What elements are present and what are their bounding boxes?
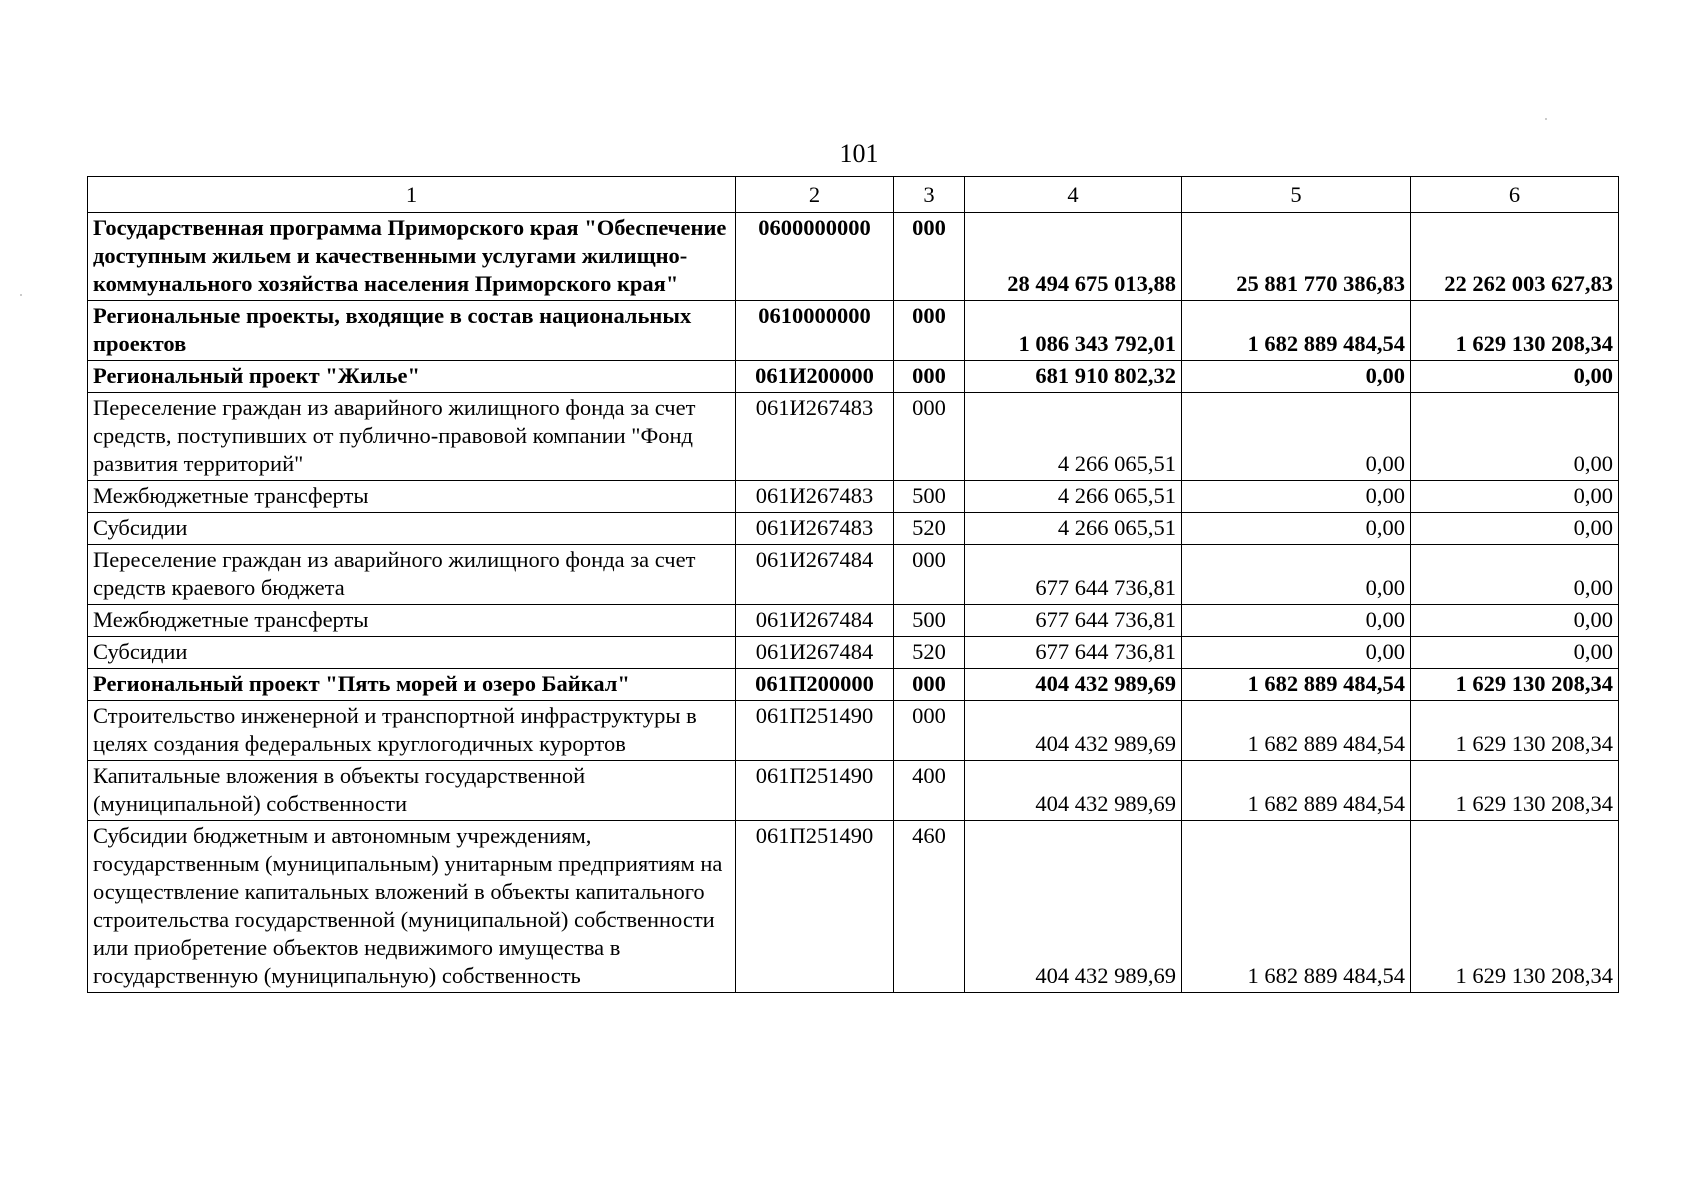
row-value-col4: 677 644 736,81 xyxy=(965,545,1182,605)
row-value-col5: 25 881 770 386,83 xyxy=(1182,213,1411,301)
row-value-col5: 0,00 xyxy=(1182,513,1411,545)
row-name-cell: Государственная программа Приморского края "Обеспечение доступным жильем и качественными услугами жилищно-коммунального хозяйства населения Приморского края" xyxy=(88,213,736,301)
row-type-cell: 520 xyxy=(894,637,965,669)
row-name-cell: Субсидии бюджетным и автономным учреждениям, государственным (муниципальным) унитарным предприятиям на осуществление капитальных вложений в объекты капитального строительства государственной (муниципальной) собственности или приобретение объектов недвижимого имущества в государственную (муниципальную) собственность xyxy=(88,821,736,993)
row-name-cell: Переселение граждан из аварийного жилищного фонда за счет средств краевого бюджета xyxy=(88,545,736,605)
table-row xyxy=(88,513,1619,545)
row-code-cell: 061П251490 xyxy=(736,761,894,821)
row-value-col6: 0,00 xyxy=(1411,637,1619,669)
row-code-cell: 061И267484 xyxy=(736,637,894,669)
table-row xyxy=(88,393,1619,481)
table-row xyxy=(88,669,1619,701)
row-value-col5: 1 682 889 484,54 xyxy=(1182,701,1411,761)
row-value-col4: 404 432 989,69 xyxy=(965,701,1182,761)
row-type-cell: 000 xyxy=(894,545,965,605)
row-value-col4: 4 266 065,51 xyxy=(965,481,1182,513)
row-code-cell: 061И267484 xyxy=(736,605,894,637)
table-row xyxy=(88,213,1619,301)
row-type-cell: 000 xyxy=(894,361,965,393)
row-type-cell: 000 xyxy=(894,301,965,361)
row-value-col6: 0,00 xyxy=(1411,545,1619,605)
table-row xyxy=(88,637,1619,669)
row-name-cell: Межбюджетные трансферты xyxy=(88,605,736,637)
row-name-cell: Региональные проекты, входящие в состав национальных проектов xyxy=(88,301,736,361)
table-row xyxy=(88,301,1619,361)
table-row xyxy=(88,761,1619,821)
row-value-col5: 0,00 xyxy=(1182,605,1411,637)
row-value-col5: 0,00 xyxy=(1182,481,1411,513)
row-value-col4: 404 432 989,69 xyxy=(965,761,1182,821)
row-name-cell: Переселение граждан из аварийного жилищного фонда за счет средств, поступивших от публично-правовой компании "Фонд развития территорий" xyxy=(88,393,736,481)
row-code-cell: 061П251490 xyxy=(736,701,894,761)
row-value-col5: 0,00 xyxy=(1182,545,1411,605)
row-name-cell: Региональный проект "Пять морей и озеро Байкал" xyxy=(88,669,736,701)
row-value-col6: 0,00 xyxy=(1411,513,1619,545)
row-value-col6: 1 629 130 208,34 xyxy=(1411,821,1619,993)
row-value-col4: 677 644 736,81 xyxy=(965,605,1182,637)
row-value-col6: 0,00 xyxy=(1411,481,1619,513)
row-value-col4: 404 432 989,69 xyxy=(965,821,1182,993)
row-value-col5: 1 682 889 484,54 xyxy=(1182,821,1411,993)
table-row xyxy=(88,481,1619,513)
row-type-cell: 000 xyxy=(894,213,965,301)
table-row xyxy=(88,821,1619,993)
row-value-col6: 1 629 130 208,34 xyxy=(1411,669,1619,701)
row-type-cell: 000 xyxy=(894,393,965,481)
scan-speck xyxy=(20,294,22,296)
row-value-col6: 0,00 xyxy=(1411,393,1619,481)
row-name-cell: Строительство инженерной и транспортной инфраструктуры в целях создания федеральных круглогодичных курортов xyxy=(88,701,736,761)
row-code-cell: 061И267483 xyxy=(736,393,894,481)
row-code-cell: 061И267484 xyxy=(736,545,894,605)
row-value-col6: 1 629 130 208,34 xyxy=(1411,761,1619,821)
row-type-cell: 520 xyxy=(894,513,965,545)
row-code-cell: 061П251490 xyxy=(736,821,894,993)
row-code-cell: 0610000000 xyxy=(736,301,894,361)
header-row xyxy=(88,177,1619,213)
row-value-col6: 1 629 130 208,34 xyxy=(1411,301,1619,361)
table-row xyxy=(88,605,1619,637)
table-row xyxy=(88,545,1619,605)
row-code-cell: 0600000000 xyxy=(736,213,894,301)
row-name-cell: Субсидии xyxy=(88,637,736,669)
row-name-cell: Капитальные вложения в объекты государственной (муниципальной) собственности xyxy=(88,761,736,821)
row-code-cell: 061И200000 xyxy=(736,361,894,393)
row-type-cell: 000 xyxy=(894,669,965,701)
scan-speck xyxy=(1545,118,1547,120)
table-row xyxy=(88,361,1619,393)
row-type-cell: 000 xyxy=(894,701,965,761)
row-value-col6: 22 262 003 627,83 xyxy=(1411,213,1619,301)
row-code-cell: 061И267483 xyxy=(736,513,894,545)
row-value-col4: 28 494 675 013,88 xyxy=(965,213,1182,301)
header-cell: 2 xyxy=(736,177,894,213)
row-value-col6: 0,00 xyxy=(1411,605,1619,637)
row-value-col4: 404 432 989,69 xyxy=(965,669,1182,701)
row-value-col5: 1 682 889 484,54 xyxy=(1182,301,1411,361)
row-value-col5: 1 682 889 484,54 xyxy=(1182,669,1411,701)
row-value-col4: 4 266 065,51 xyxy=(965,513,1182,545)
row-value-col5: 0,00 xyxy=(1182,393,1411,481)
table-row xyxy=(88,701,1619,761)
row-value-col6: 0,00 xyxy=(1411,361,1619,393)
header-cell: 4 xyxy=(965,177,1182,213)
header-cell: 5 xyxy=(1182,177,1411,213)
page-number: 101 xyxy=(839,139,879,168)
row-name-cell: Субсидии xyxy=(88,513,736,545)
row-code-cell: 061И267483 xyxy=(736,481,894,513)
row-code-cell: 061П200000 xyxy=(736,669,894,701)
row-type-cell: 460 xyxy=(894,821,965,993)
row-type-cell: 500 xyxy=(894,481,965,513)
row-name-cell: Региональный проект "Жилье" xyxy=(88,361,736,393)
row-value-col5: 1 682 889 484,54 xyxy=(1182,761,1411,821)
row-value-col6: 1 629 130 208,34 xyxy=(1411,701,1619,761)
row-value-col4: 677 644 736,81 xyxy=(965,637,1182,669)
header-cell: 6 xyxy=(1411,177,1619,213)
row-name-cell: Межбюджетные трансферты xyxy=(88,481,736,513)
header-cell: 1 xyxy=(88,177,736,213)
row-type-cell: 500 xyxy=(894,605,965,637)
row-value-col4: 681 910 802,32 xyxy=(965,361,1182,393)
header-cell: 3 xyxy=(894,177,965,213)
row-value-col5: 0,00 xyxy=(1182,637,1411,669)
row-type-cell: 400 xyxy=(894,761,965,821)
row-value-col5: 0,00 xyxy=(1182,361,1411,393)
row-value-col4: 1 086 343 792,01 xyxy=(965,301,1182,361)
budget-table xyxy=(87,176,1619,993)
row-value-col4: 4 266 065,51 xyxy=(965,393,1182,481)
